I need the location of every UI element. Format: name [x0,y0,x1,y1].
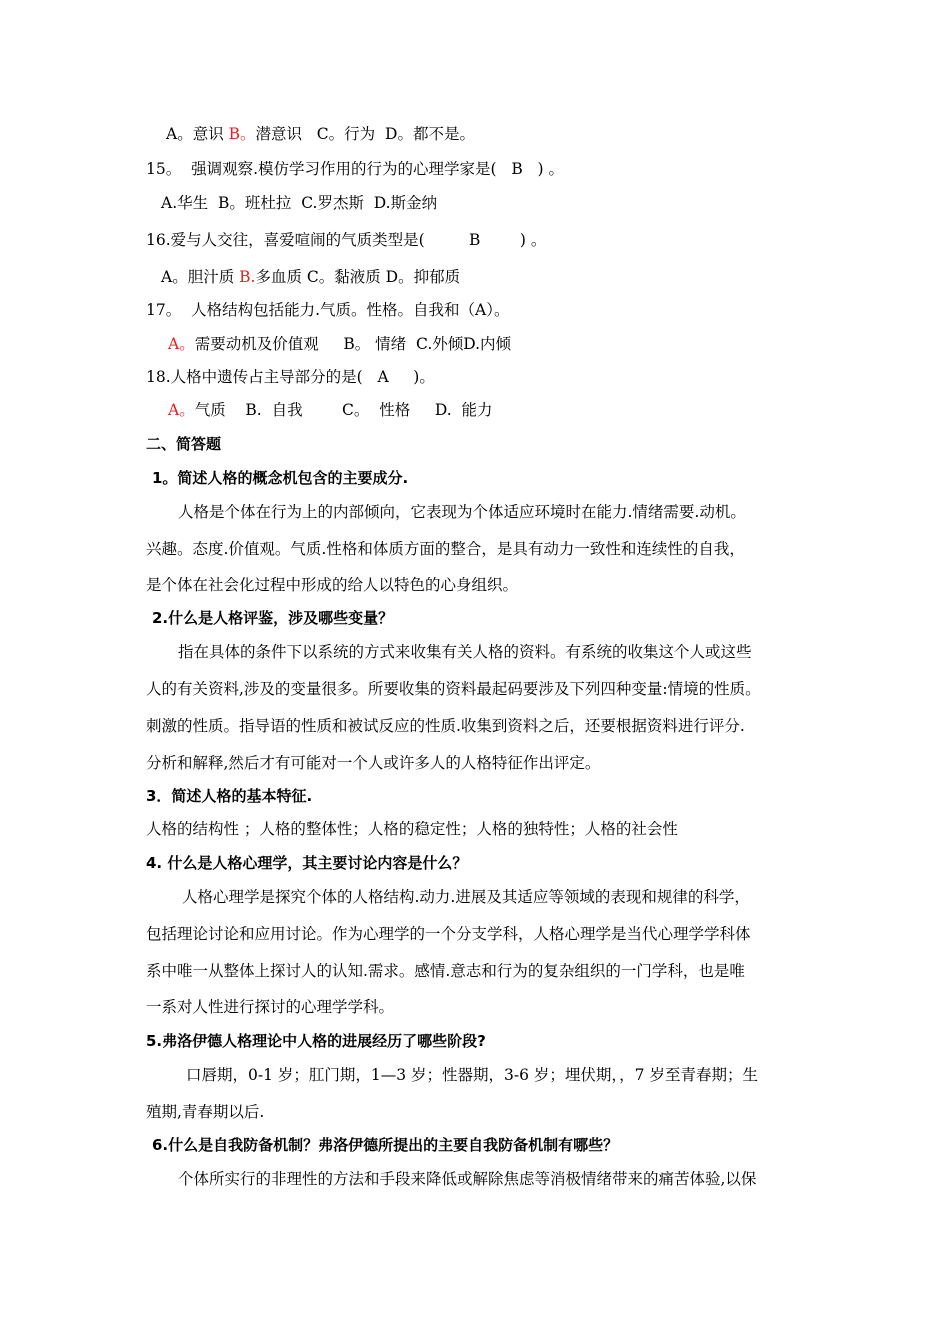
sa5-answer-line: 殖期,青春期以后. [146,1103,265,1121]
sa6-question: 6.什么是自我防备机制？弗洛伊德所提出的主要自我防备机制有哪些？ [152,1136,619,1154]
q16-stem: 16.爱与人交往，喜爱喧闹的气质类型是( B ) 。 [146,231,547,249]
sa6-answer-line: 个体所实行的非理性的方法和手段来降低或解除焦虑等消极情绪带来的痛苦体验,以保 [178,1170,757,1188]
sa2-answer-line: 指在具体的条件下以系统的方式来收集有关人格的资料。有系统的收集这个人或这些 [178,643,752,661]
sa5-question: 5.弗洛伊德人格理论中人格的进展经历了哪些阶段? [146,1032,486,1050]
sa4-answer-line: 人格心理学是探究个体的人格结构.动力.进展及其适应等领域的表现和规律的科学， [182,888,750,906]
q18-stem: 18.人格中遗传占主导部分的是( A )。 [146,368,435,386]
q15-stem: 15。 强调观察.模仿学习作用的行为的心理学家是( B ) 。 [146,160,564,178]
q15-options: A.华生 B。班杜拉 C.罗杰斯 D.斯金纳 [161,194,438,212]
section-title: 二、简答题 [146,435,222,453]
sa1-answer-line: 兴趣。态度.价值观。气质.性格和体质方面的整合，是具有动力一致性和连续性的自我， [146,540,745,558]
q14-options: A。意识 B。潜意识 C。行为 D。都不是。 [166,125,475,143]
q16-answer-mark: B. [239,268,256,286]
sa1-answer-line: 是个体在社会化过程中形成的给人以特色的心身组织。 [146,576,519,594]
sa4-answer-line: 一系对人性进行探讨的心理学学科。 [146,998,395,1016]
sa2-answer-line: 分析和解释,然后才有可能对一个人或许多人的人格特征作出评定。 [146,754,601,772]
sa4-answer-line: 系中唯一从整体上探讨人的认知.需求。感情.意志和行为的复杂组织的一门学科，也是唯 [146,962,745,980]
sa3-answer-line: 人格的结构性 ；人格的整体性；人格的稳定性；人格的独特性；人格的社会性 [146,820,678,838]
q18-options: A。气质 B. 自我 C。 性格 D. 能力 [168,401,493,419]
q14-answer-mark: B。 [228,125,256,143]
sa1-question: 1。简述人格的概念机包含的主要成分. [152,469,409,487]
q17-options: A。需要动机及价值观 B。 情绪 C.外倾D.内倾 [168,335,512,353]
q18-answer-mark: A。 [168,401,195,419]
sa4-answer-line: 包括理论讨论和应用讨论。作为心理学的一个分支学科，人格心理学是当代心理学学科体 [146,925,751,943]
sa1-answer-line: 人格是个体在行为上的内部倾向，它表现为个体适应环境时在能力.情绪需要.动机。 [178,503,746,521]
sa3-question: 3．简述人格的基本特征. [146,787,313,805]
sa2-answer-line: 刺激的性质。指导语的性质和被试反应的性质.收集到资料之后，还要根据资料进行评分. [146,717,745,735]
sa2-answer-line: 人的有关资料,涉及的变量很多。所要收集的资料最起码要涉及下列四种变量:情境的性质。 [146,680,761,698]
q17-stem: 17。 人格结构包括能力.气质。性格。自我和（A）。 [146,301,510,319]
q17-answer-mark: A。 [168,335,195,353]
q16-options: A。胆汁质 B.多血质 C。黏液质 D。抑郁质 [161,268,461,286]
sa5-answer-line: 口唇期，0-1 岁；肛门期，1—3 岁；性器期，3-6 岁；埋伏期，，7 岁至青春期；生 [186,1066,758,1084]
sa4-question: 4. 什么是人格心理学，其主要讨论内容是什么？ [146,854,468,872]
sa2-question: 2.什么是人格评鉴，涉及哪些变量？ [152,609,394,627]
